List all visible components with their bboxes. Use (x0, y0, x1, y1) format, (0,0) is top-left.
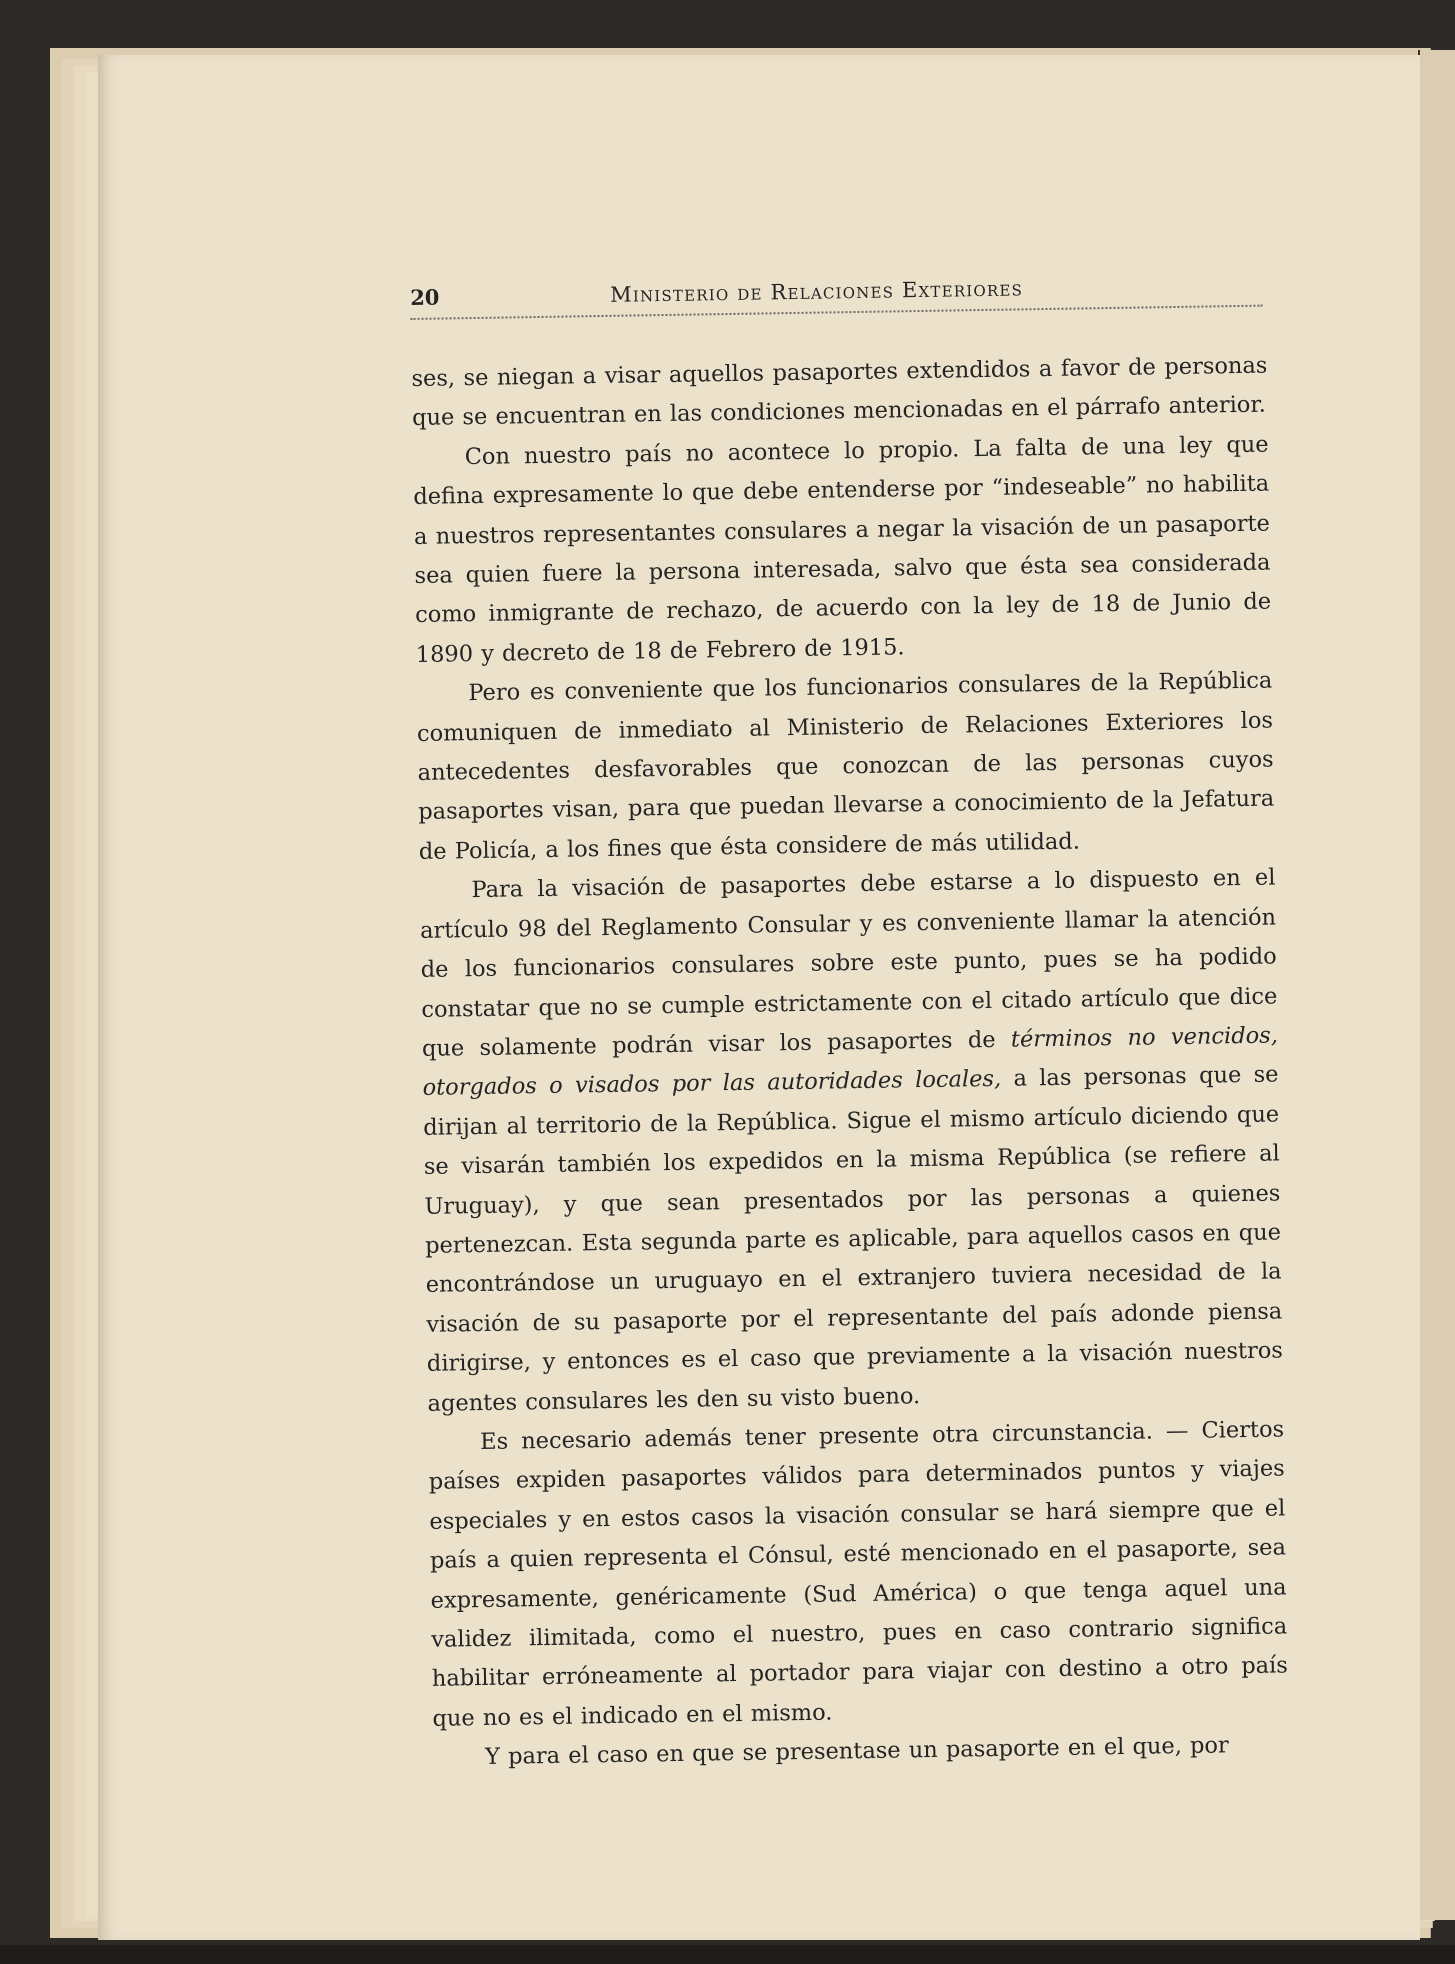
page-number: 20 (410, 284, 440, 310)
body-text (411, 347, 1289, 1779)
paragraph: Y para el caso en que se presentase un pasaporte en el que, por (484, 1732, 1229, 1771)
italic-quote: términos no vencidos, otorgados o visados por las autoridades locales, (422, 1022, 1279, 1102)
page-content (410, 272, 1289, 1779)
paragraph: Pero es conveniente que los funcionarios consulares de la República comuniquen de inmediato al Ministerio de Relaciones Exteriores los antecedentes desfavorables que conozcan de las personas cuyos pasaportes visan, para que puedan llevarse a conocimiento de la Jefatura de Policía, a los fines que ésta considere de más utilidad. (416, 667, 1275, 865)
paragraph: Con nuestro país no acontece lo propio. La falta de una ley que defina expresamente lo que debe entenderse por “indeseable” no habilita a nuestros representantes consulares a negar la visación de un pasaporte sea quien fuere la persona interesada, salvo que ésta sea considerada como inmigrante de rechazo, de acuerdo con la ley de 18 de Junio de 1890 y decreto de 18 de Febrero de 1915. (413, 431, 1272, 668)
scan-background (0, 1945, 1455, 1964)
facing-page-edge (1418, 50, 1455, 1920)
paragraph-text: a las personas que se dirijan al territorio de la República. Sigue el mismo artículo diciendo que se visarán también los expedidos en la misma República (se refiere al Uruguay), y que sean presentados por las personas a quienes pertenezcan. Esta segunda parte es aplicable, para aquellos casos en que encontrándose un uruguayo en el extranjero tuviera necesidad de la visación de su pasaporte por el representante del país adonde piensa dirigirse, y entonces es el caso que previamente a la visación nuestros agentes consulares les den su visto bueno. (423, 1061, 1284, 1417)
paragraph (419, 859, 1284, 1424)
paragraph: Es necesario además tener presente otra circunstancia. — Ciertos países expiden pasaportes válidos para determinados puntos y viajes especiales y en estos casos la visación consular se hará siempre que el país a quien representa el Cónsul, esté mencionado en el pasaporte, sea expresamente, genéricamente (Sud América) o que tenga aquel una validez ilimitada, como el nuestro, pues en caso contrario significa habilitar erróneamente al portador para viajar con destino a otro país que no es el indicado en el mismo. (428, 1416, 1289, 1732)
paragraph: ses, se niegan a visar aquellos pasaportes extendidos a favor de personas que se encuentran en las condiciones mencionadas en el párrafo anterior. (411, 352, 1268, 432)
running-title: Ministerio de Relaciones Exteriores (609, 276, 1024, 307)
paragraph-text: Para la visación de pasaportes debe estarse a lo dispuesto en el artículo 98 del Reglamento Consular y es conveniente llamar la atención de los funcionarios consulares sobre este punto, pues se ha podido constatar que no se cumple estrictamente con el citado artículo que dice que solamente podrán visar los pasaportes de (419, 864, 1278, 1062)
